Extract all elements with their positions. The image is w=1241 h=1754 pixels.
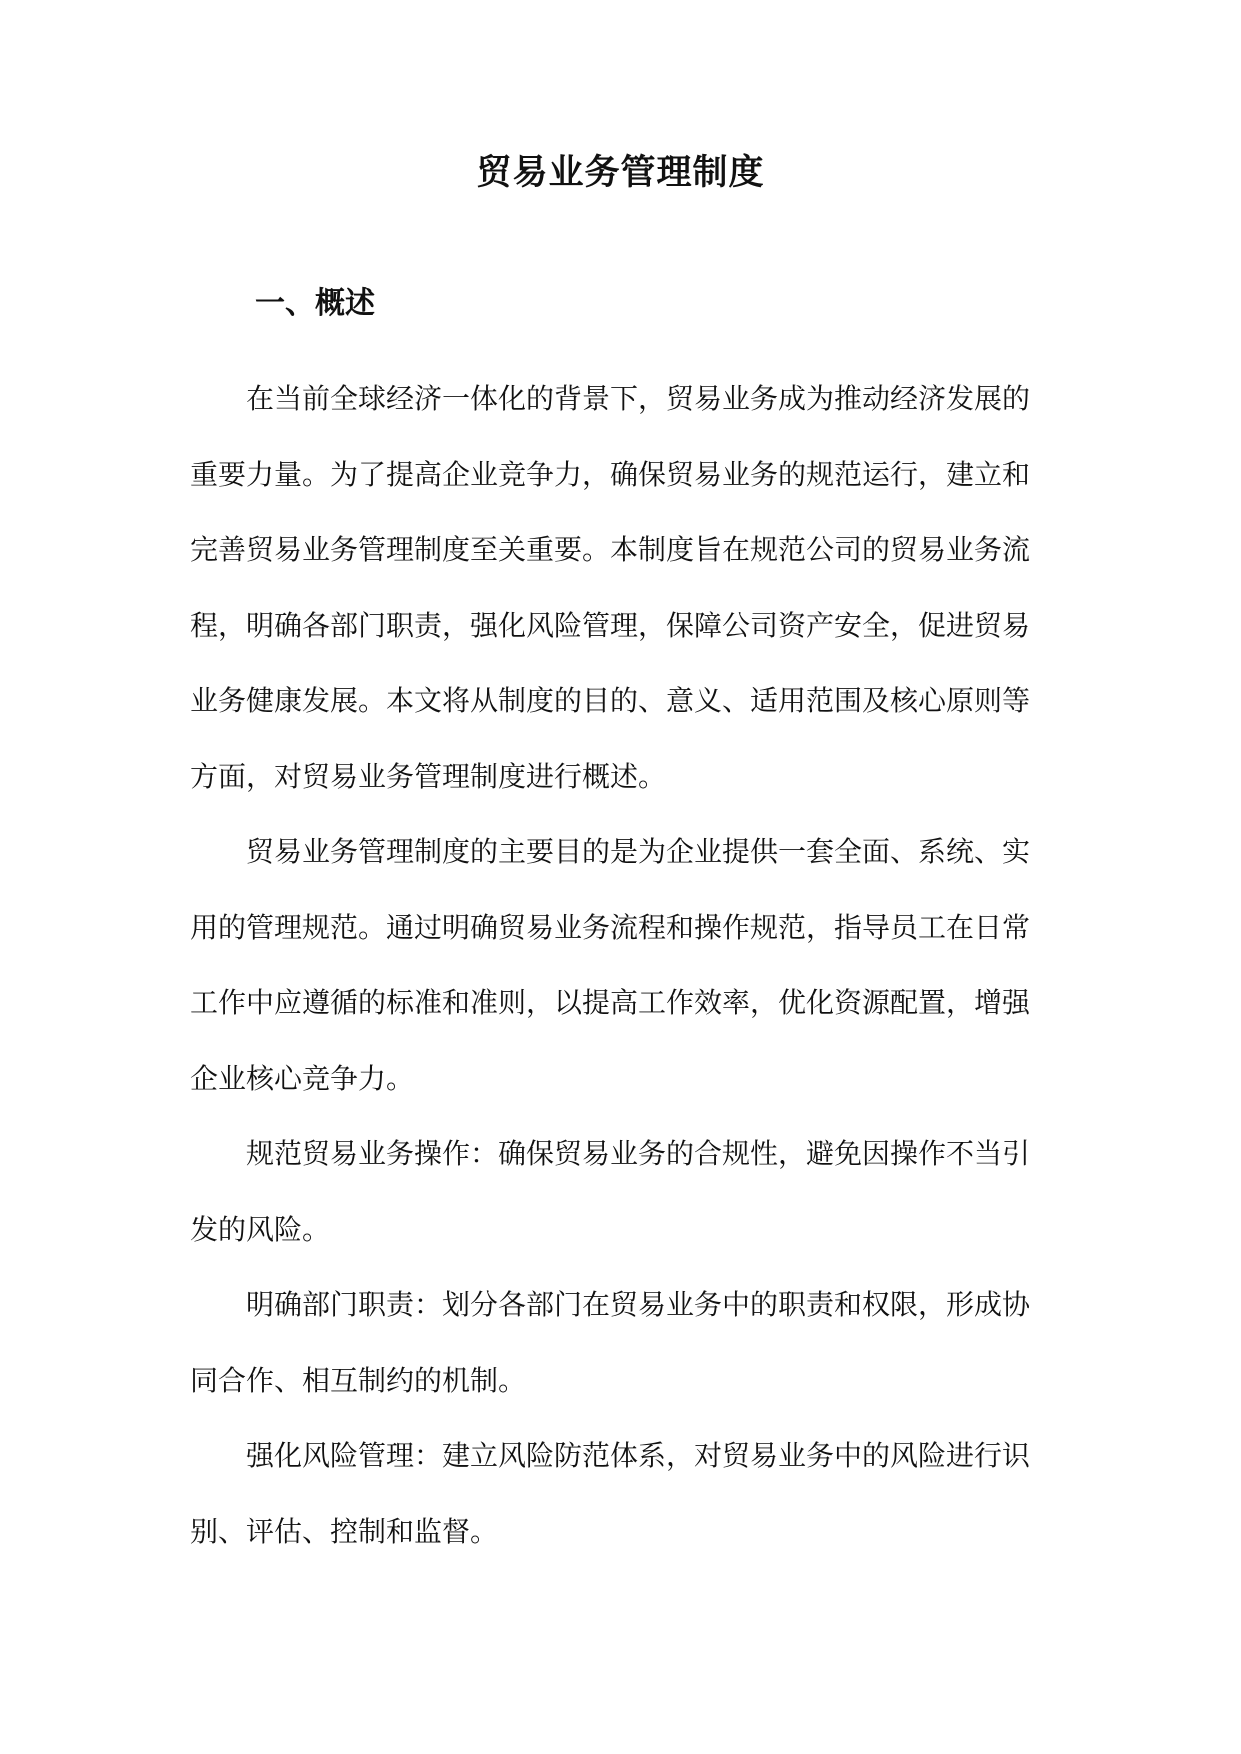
document-body bbox=[190, 361, 1056, 1569]
page-title: 贸易业务管理制度 bbox=[476, 153, 765, 193]
section-heading: 一、概述 bbox=[255, 286, 375, 321]
paragraph-department-duties: 明确部门职责：划分各部门在贸易业务中的职责和权限，形成协 同合作、相互制约的机制。 bbox=[190, 1288, 1031, 1397]
paragraph-risk-management: 强化风险管理：建立风险防范体系，对贸易业务中的风险进行识 别、评估、控制和监督。 bbox=[190, 1439, 1031, 1548]
paragraph-standardize-operations: 规范贸易业务操作：确保贸易业务的合规性，避免因操作不当引 发的风险。 bbox=[190, 1137, 1031, 1246]
paragraph-purpose: 贸易业务管理制度的主要目的是为企业提供一套全面、系统、实 用的管理规范。通过明确贸易业务流程和操作规范，指导员工在日常 工作中应遵循的标准和准则，以提高工作效率，优化资源配置，增强 企业核心竞争力。 bbox=[190, 835, 1031, 1095]
paragraph-overview: 在当前全球经济一体化的背景下，贸易业务成为推动经济发展的 重要力量。为了提高企业竞争力，确保贸易业务的规范运行，建立和 完善贸易业务管理制度至关重要。本制度旨在规范公司的贸易业务流 程，明确各部门职责，强化风险管理，保障公司资产安全，促进贸易 业务健康发展。本文将从制度的目的、意义、适用范围及核心原则等 方面，对贸易业务管理制度进行概述。 bbox=[190, 382, 1031, 793]
